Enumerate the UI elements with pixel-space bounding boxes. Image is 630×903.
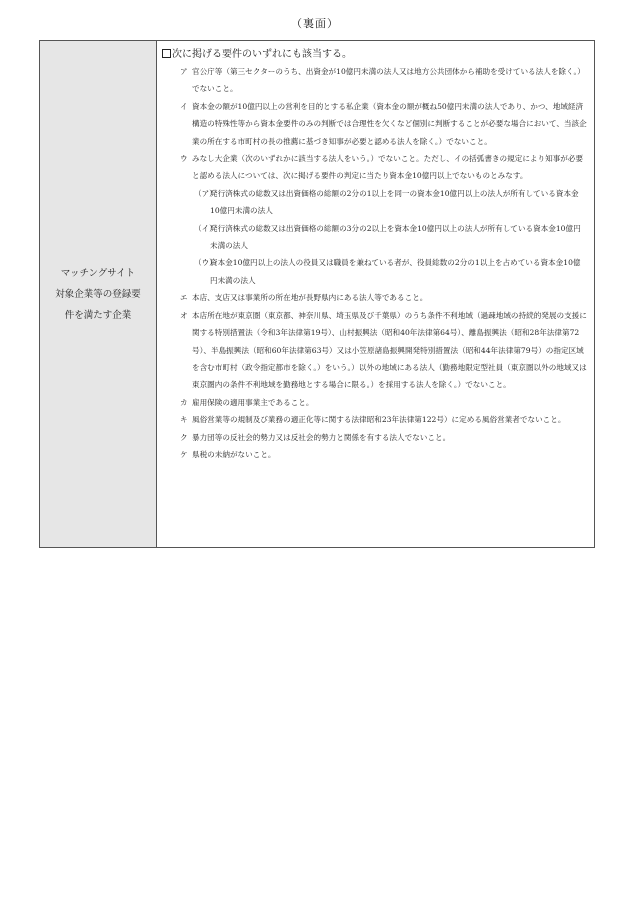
item-text: 風俗営業等の規制及び業務の適正化等に関する法律昭和23年法律第122号）に定める風俗営業者でないこと。: [192, 415, 566, 425]
requirement-item-i: [165, 98, 588, 150]
item-text: 本店所在地が東京圏（東京都、神奈川県、埼玉県及び千葉県）のうち条件不利地域（過疎地域の持続的発展の支援に関する特別措置法（令和3年法律第19号）、山村振興法（昭和40年法律第64号）、離島振興法（昭和28年法律第72号）、半島振興法（昭和60年法律第63号）又は小笠原諸島振興開発特別措置法（昭和44年法律第79号）の指定区域を含む市町村（政令指定都市を除く。）をいう。）以外の地域にある法人（勤務地限定型社員（東京圏以外の地域又は東京圏内の条件不利地域を勤務地とする場合に限る。）を採用する法人を除く。）でないこと。: [192, 310, 587, 390]
subitem-text: 発行済株式の総数又は出資価格の総額の2分の1以上を同一の資本金10億円以上の法人が所有している資本金10億円未満の法人: [210, 188, 579, 216]
requirement-item-u: [165, 150, 588, 185]
item-marker: ク: [180, 432, 188, 442]
item-marker: キ: [180, 415, 188, 425]
row-label: [55, 263, 141, 326]
row-label-cell: [40, 41, 157, 547]
subitem-text: 発行済株式の総数又は出資価格の総額の3分の2以上を資本金10億円以上の法人が所有している資本金10億円未満の法人: [210, 223, 581, 251]
item-marker: カ: [180, 397, 188, 407]
subitem-marker: （ア）: [194, 188, 217, 198]
row-label-line: 対象企業等の登録要: [55, 288, 141, 300]
item-text: 雇用保険の適用事業主であること。: [192, 397, 314, 407]
requirement-item-ka: [165, 394, 588, 411]
item-text: 官公庁等（第三セクターのうち、出資金が10億円未満の法人又は地方公共団体から補助を受けている法人を除く。）でないこと。: [192, 67, 585, 94]
requirement-item-ke: [165, 446, 588, 463]
intro-text: 次に掲げる要件のいずれにも該当する。: [172, 49, 352, 60]
item-marker: イ: [180, 101, 188, 111]
requirement-item-e: [165, 289, 588, 306]
subitem-marker: （イ）: [194, 223, 217, 233]
item-text: 本店、支店又は事業所の所在地が長野県内にある法人等であること。: [192, 293, 428, 303]
row-label-line: マッチングサイト: [60, 267, 136, 279]
checkbox-icon: [162, 49, 171, 58]
subitem-text: 資本金10億円以上の法人の役員又は職員を兼ねている者が、役員総数の2分の1以上を占めている資本金10億円未満の法人: [210, 258, 581, 285]
item-marker: ウ: [180, 154, 188, 164]
item-marker: ケ: [180, 449, 188, 459]
item-marker: オ: [180, 310, 188, 320]
requirements-table: [39, 40, 595, 548]
item-text: 資本金の額が10億円以上の営利を目的とする私企業（資本金の額が概ね50億円未満の法人であり、かつ、地域経済構造の特殊性等から資本金要件のみの判断では合理性を欠くなど個別に判断することが必要な場合において、当該企業の所在する市町村の長の推薦に基づき知事が必要と認める法人を除く。）でないこと。: [192, 101, 587, 146]
item-text: 県税の未納がないこと。: [192, 449, 276, 459]
requirement-item-ki: [165, 411, 588, 428]
requirement-subitem-u3: [165, 254, 588, 289]
requirements-intro: [162, 47, 588, 62]
subitem-marker: （ウ）: [194, 258, 217, 268]
item-text: 暴力団等の反社会的勢力又は反社会的勢力と関係を有する法人でないこと。: [192, 432, 451, 442]
requirements-cell: [157, 41, 594, 547]
requirement-item-o: [165, 307, 588, 394]
item-marker: エ: [180, 293, 188, 303]
page-side-label: （裏面）: [291, 17, 339, 30]
requirement-subitem-u2: [165, 220, 588, 255]
row-label-line: 件を満たす企業: [64, 309, 132, 321]
requirement-item-a: [165, 63, 588, 98]
item-text: みなし大企業（次のいずれかに該当する法人をいう。）でないこと。ただし、イの括弧書きの規定により知事が必要と認める法人については、次に掲げる要件の判定に当たり資本金10億円以上でないものとみなす。: [192, 154, 584, 181]
requirement-subitem-u1: [165, 185, 588, 220]
requirement-item-ku: [165, 429, 588, 446]
item-marker: ア: [180, 67, 188, 76]
